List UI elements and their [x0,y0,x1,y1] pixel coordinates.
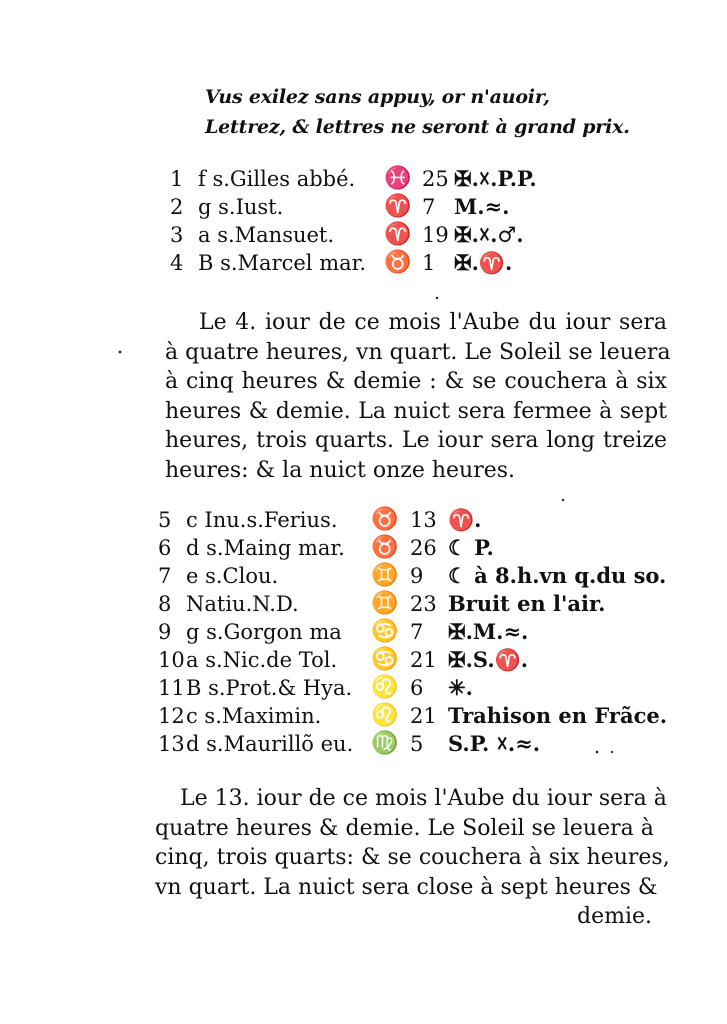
zodiac-sign-icon: ♌ [371,703,399,728]
prognostic-note: ✠.M.≈. [448,619,529,644]
paragraph-line: Le 13. iour de ce mois l'Aube du iour sera à [180,786,667,811]
day-number: 4 [170,251,184,275]
zodiac-sign-icon: ♈ [384,194,412,219]
zodiac-sign-icon: ♌ [371,675,399,700]
saint-entry: c Inu.s.Ferius. [186,508,338,532]
zodiac-sign-icon: ♋ [371,647,399,672]
prognostic-note: Bruit en l'air. [448,591,606,616]
paragraph-line: Le 4. iour de ce mois l'Aube du iour sera [199,310,667,335]
paragraph-line: heures & demie. La nuict sera fermee à sept [165,398,667,424]
degree-value: 9 [410,564,424,588]
degree-value: 21 [410,648,437,672]
prognostic-note: ✠.S.♈. [448,647,529,672]
prognostic-note: ✠.☓.♂. [454,222,524,247]
saint-entry: d s.Maurillõ eu. [186,732,354,756]
day-number: 3 [170,223,184,247]
degree-value: 21 [410,704,437,728]
paragraph-line: demie. [576,904,652,929]
zodiac-sign-icon: ♉ [371,507,399,532]
zodiac-sign-icon: ♍ [371,731,399,756]
degree-value: 1 [422,251,436,275]
paragraph-line: heures, trois quarts. Le iour sera long treize [165,428,667,453]
ink-speck [436,297,438,299]
saint-entry: e s.Clou. [186,564,279,588]
day-number: 11 [158,676,185,700]
degree-value: 25 [422,167,449,191]
degree-value: 26 [410,536,437,560]
saint-entry: d s.Maing mar. [186,536,345,560]
day-number: 2 [170,195,184,219]
paragraph-line: vn quart. La nuict sera close à sept heures & [155,874,658,900]
epigraph-line: Lettrez, & lettres ne seront à grand prix. [205,116,630,138]
saint-entry: g s.Gorgon ma [186,620,342,644]
degree-value: 19 [422,223,449,247]
prognostic-note: ☾ à 8.h.vn q.du so. [448,563,667,588]
zodiac-sign-icon: ♉ [371,535,399,560]
saint-entry: a s.Nic.de Tol. [186,648,338,672]
zodiac-sign-icon: ♋ [371,619,399,644]
zodiac-sign-icon: ♊ [371,591,399,616]
degree-value: 23 [410,592,437,616]
saint-entry: B s.Prot.& Hya. [186,676,353,700]
epigraph-line: Vus exilez sans appuy, or n'auoir, [205,86,550,108]
day-number: 1 [170,167,184,191]
prognostic-note: S.P. ☓.≈. [448,731,541,756]
day-number: 5 [158,508,172,532]
degree-value: 7 [422,195,436,219]
prognostic-note: ♈. [448,507,482,532]
prognostic-note: ✠.☓.P.P. [454,166,537,191]
zodiac-sign-icon: ♓ [384,166,412,191]
paragraph-line: à cinq heures & demie : & se couchera à six [165,369,667,394]
degree-value: 6 [410,676,424,700]
zodiac-sign-icon: ♊ [371,563,399,588]
paragraph-line: quatre heures & demie. Le Soleil se leuera à [155,815,654,841]
prognostic-note: Trahison en Frãce. [448,703,668,728]
day-number: 13 [158,732,185,756]
degree-value: 13 [410,508,437,532]
day-number: 9 [158,620,172,644]
ink-speck [611,751,613,753]
paragraph-line: heures: & la nuict onze heures. [165,457,516,483]
day-number: 7 [158,564,172,588]
ink-speck [119,351,122,354]
saint-entry: g s.Iust. [198,195,284,219]
zodiac-sign-icon: ♈ [384,222,412,247]
paragraph-line: cinq, trois quarts: & se couchera à six heures, [155,845,670,870]
day-number: 12 [158,704,185,728]
saint-entry: B s.Marcel mar. [198,251,367,275]
prognostic-note: ✠.♈. [454,250,513,275]
ink-speck [596,751,599,754]
day-number: 6 [158,536,172,560]
prognostic-note: ☾ P. [448,535,494,560]
paragraph-line: à quatre heures, vn quart. Le Soleil se leuera [165,339,671,365]
saint-entry: Natiu.N.D. [186,592,299,616]
prognostic-note: M.≈. [454,194,510,219]
degree-value: 7 [410,620,424,644]
saint-entry: a s.Mansuet. [198,223,335,247]
ink-speck [562,499,564,501]
saint-entry: c s.Maximin. [186,704,322,728]
saint-entry: f s.Gilles abbé. [198,167,356,191]
zodiac-sign-icon: ♉ [384,250,412,275]
day-number: 10 [158,648,185,672]
day-number: 8 [158,592,172,616]
degree-value: 5 [410,732,424,756]
prognostic-note: ✳. [448,675,473,700]
